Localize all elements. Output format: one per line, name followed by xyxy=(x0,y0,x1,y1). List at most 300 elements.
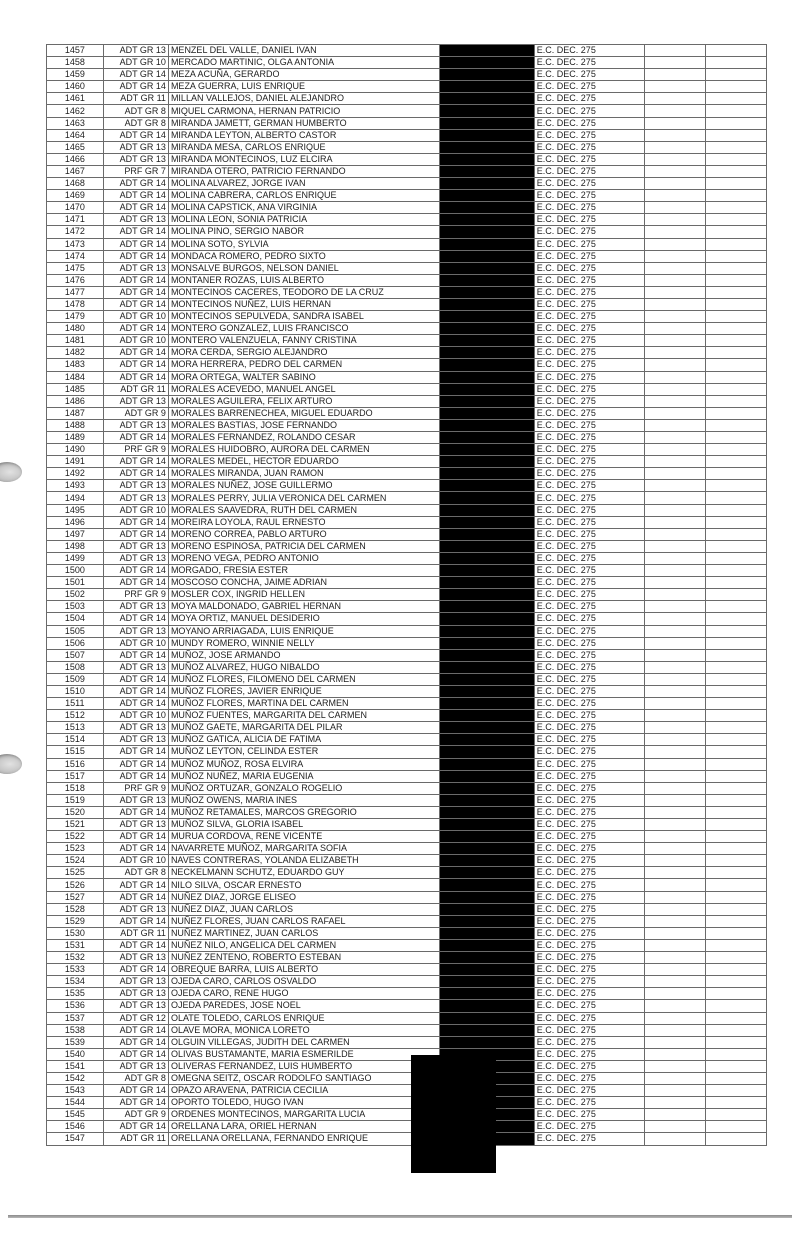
name-cell: MOLINA SOTO, SYLVIA xyxy=(168,238,439,250)
row-number: 1540 xyxy=(47,1048,104,1060)
table-row xyxy=(47,250,767,262)
name-cell: MUÑOZ SILVA, GLORIA ISABEL xyxy=(168,819,439,831)
status-cell: E.C. DEC. 275 xyxy=(534,685,644,697)
name-cell: MUÑOZ LEYTON, CELINDA ESTER xyxy=(168,746,439,758)
grade-cell: ADT GR 13 xyxy=(103,976,168,988)
status-cell: E.C. DEC. 275 xyxy=(534,359,644,371)
name-cell: MORALES MEDEL, HECTOR EDUARDO xyxy=(168,456,439,468)
name-cell: MUÑOZ MUÑOZ, ROSA ELVIRA xyxy=(168,758,439,770)
name-cell: MORGADO, FRESIA ESTER xyxy=(168,565,439,577)
row-number: 1541 xyxy=(47,1060,104,1072)
empty-cell xyxy=(705,939,766,951)
row-number: 1521 xyxy=(47,819,104,831)
table-row xyxy=(47,419,767,431)
empty-cell xyxy=(644,770,705,782)
table-row xyxy=(47,843,767,855)
status-cell: E.C. DEC. 275 xyxy=(534,1109,644,1121)
name-cell: MORALES BARRENECHEA, MIGUEL EDUARDO xyxy=(168,407,439,419)
empty-cell xyxy=(644,758,705,770)
status-cell: E.C. DEC. 275 xyxy=(534,129,644,141)
grade-cell: ADT GR 14 xyxy=(103,1121,168,1133)
empty-cell xyxy=(644,238,705,250)
grade-cell: ADT GR 14 xyxy=(103,1036,168,1048)
empty-cell xyxy=(644,819,705,831)
name-cell: MONTERO VALENZUELA, FANNY CRISTINA xyxy=(168,335,439,347)
empty-cell xyxy=(705,1036,766,1048)
empty-cell xyxy=(705,141,766,153)
grade-cell: ADT GR 14 xyxy=(103,516,168,528)
redacted-cell xyxy=(439,625,534,637)
name-cell: MOLINA CABRERA, CARLOS ENRIQUE xyxy=(168,190,439,202)
grade-cell: ADT GR 13 xyxy=(103,625,168,637)
name-cell: NUÑEZ MARTINEZ, JUAN CARLOS xyxy=(168,927,439,939)
empty-cell xyxy=(644,746,705,758)
empty-cell xyxy=(644,504,705,516)
row-number: 1506 xyxy=(47,637,104,649)
status-cell: E.C. DEC. 275 xyxy=(534,540,644,552)
redacted-cell xyxy=(439,589,534,601)
redacted-cell xyxy=(439,202,534,214)
grade-cell: PRF GR 9 xyxy=(103,444,168,456)
empty-cell xyxy=(644,274,705,286)
table-row xyxy=(47,262,767,274)
name-cell: MUÑOZ FLORES, JAVIER ENRIQUE xyxy=(168,685,439,697)
empty-cell xyxy=(705,165,766,177)
row-number: 1529 xyxy=(47,915,104,927)
table-row xyxy=(47,178,767,190)
empty-cell xyxy=(705,1085,766,1097)
grade-cell: ADT GR 14 xyxy=(103,613,168,625)
redacted-cell xyxy=(439,178,534,190)
name-cell: MIRANDA LEYTON, ALBERTO CASTOR xyxy=(168,129,439,141)
table-row xyxy=(47,323,767,335)
empty-cell xyxy=(705,746,766,758)
status-cell: E.C. DEC. 275 xyxy=(534,165,644,177)
empty-cell xyxy=(705,867,766,879)
table-row xyxy=(47,444,767,456)
name-cell: MOSCOSO CONCHA, JAIME ADRIAN xyxy=(168,577,439,589)
grade-cell: ADT GR 8 xyxy=(103,1072,168,1084)
empty-cell xyxy=(705,298,766,310)
empty-cell xyxy=(705,1060,766,1072)
name-cell: MUÑOZ GATICA, ALICIA DE FATIMA xyxy=(168,734,439,746)
empty-cell xyxy=(644,57,705,69)
row-number: 1494 xyxy=(47,492,104,504)
name-cell: MORALES FERNANDEZ, ROLANDO CESAR xyxy=(168,432,439,444)
row-number: 1509 xyxy=(47,673,104,685)
status-cell: E.C. DEC. 275 xyxy=(534,1000,644,1012)
redacted-cell xyxy=(439,359,534,371)
empty-cell xyxy=(644,806,705,818)
table-row xyxy=(47,311,767,323)
row-number: 1531 xyxy=(47,939,104,951)
empty-cell xyxy=(644,202,705,214)
empty-cell xyxy=(644,1024,705,1036)
table-row xyxy=(47,81,767,93)
row-number: 1510 xyxy=(47,685,104,697)
redacted-cell xyxy=(439,492,534,504)
table-row xyxy=(47,613,767,625)
grade-cell: ADT GR 14 xyxy=(103,770,168,782)
grade-cell: ADT GR 13 xyxy=(103,552,168,564)
status-cell: E.C. DEC. 275 xyxy=(534,565,644,577)
redacted-cell xyxy=(439,649,534,661)
redacted-cell xyxy=(439,214,534,226)
empty-cell xyxy=(644,964,705,976)
empty-cell xyxy=(705,395,766,407)
grade-cell: ADT GR 14 xyxy=(103,1085,168,1097)
grade-cell: ADT GR 13 xyxy=(103,214,168,226)
redacted-cell xyxy=(439,298,534,310)
empty-cell xyxy=(705,625,766,637)
name-cell: NILO SILVA, OSCAR ERNESTO xyxy=(168,879,439,891)
table-row xyxy=(47,141,767,153)
row-number: 1478 xyxy=(47,298,104,310)
empty-cell xyxy=(644,456,705,468)
empty-cell xyxy=(644,891,705,903)
table-row xyxy=(47,57,767,69)
grade-cell: ADT GR 10 xyxy=(103,57,168,69)
empty-cell xyxy=(705,57,766,69)
empty-cell xyxy=(705,153,766,165)
row-number: 1534 xyxy=(47,976,104,988)
punch-hole xyxy=(0,462,22,482)
table-row xyxy=(47,649,767,661)
status-cell: E.C. DEC. 275 xyxy=(534,214,644,226)
table-row xyxy=(47,637,767,649)
status-cell: E.C. DEC. 275 xyxy=(534,649,644,661)
empty-cell xyxy=(705,1048,766,1060)
table-row xyxy=(47,867,767,879)
table-row xyxy=(47,758,767,770)
name-cell: MUÑOZ NUÑEZ, MARIA EUGENIA xyxy=(168,770,439,782)
redacted-cell xyxy=(439,395,534,407)
status-cell: E.C. DEC. 275 xyxy=(534,976,644,988)
name-cell: NUÑEZ NILO, ANGELICA DEL CARMEN xyxy=(168,939,439,951)
grade-cell: ADT GR 14 xyxy=(103,746,168,758)
redacted-cell xyxy=(439,734,534,746)
empty-cell xyxy=(644,589,705,601)
redacted-cell xyxy=(439,141,534,153)
empty-cell xyxy=(644,395,705,407)
empty-cell xyxy=(644,1012,705,1024)
empty-cell xyxy=(705,407,766,419)
empty-cell xyxy=(705,843,766,855)
status-cell: E.C. DEC. 275 xyxy=(534,226,644,238)
name-cell: OLATE TOLEDO, CARLOS ENRIQUE xyxy=(168,1012,439,1024)
table-row xyxy=(47,492,767,504)
grade-cell: ADT GR 13 xyxy=(103,540,168,552)
status-cell: E.C. DEC. 275 xyxy=(534,262,644,274)
grade-cell: ADT GR 8 xyxy=(103,105,168,117)
empty-cell xyxy=(705,1012,766,1024)
table-row xyxy=(47,504,767,516)
empty-cell xyxy=(644,347,705,359)
row-number: 1538 xyxy=(47,1024,104,1036)
table-row xyxy=(47,1121,767,1133)
empty-cell xyxy=(644,419,705,431)
row-number: 1488 xyxy=(47,419,104,431)
name-cell: MORALES HUIDOBRO, AURORA DEL CARMEN xyxy=(168,444,439,456)
empty-cell xyxy=(705,722,766,734)
name-cell: MORA HERRERA, PEDRO DEL CARMEN xyxy=(168,359,439,371)
table-row xyxy=(47,274,767,286)
table-row xyxy=(47,770,767,782)
name-cell: MORENO ESPINOSA, PATRICIA DEL CARMEN xyxy=(168,540,439,552)
row-number: 1517 xyxy=(47,770,104,782)
table-row xyxy=(47,480,767,492)
row-number: 1489 xyxy=(47,432,104,444)
row-number: 1493 xyxy=(47,480,104,492)
empty-cell xyxy=(644,1085,705,1097)
grade-cell: ADT GR 14 xyxy=(103,298,168,310)
table-row xyxy=(47,1085,767,1097)
redacted-cell xyxy=(439,976,534,988)
name-cell: MONTECINOS CACERES, TEODORO DE LA CRUZ xyxy=(168,286,439,298)
empty-cell xyxy=(644,1048,705,1060)
empty-cell xyxy=(705,976,766,988)
status-cell: E.C. DEC. 275 xyxy=(534,117,644,129)
row-number: 1525 xyxy=(47,867,104,879)
empty-cell xyxy=(644,1097,705,1109)
table-row xyxy=(47,891,767,903)
status-cell: E.C. DEC. 275 xyxy=(534,468,644,480)
empty-cell xyxy=(644,927,705,939)
table-row xyxy=(47,806,767,818)
name-cell: MONDACA ROMERO, PEDRO SIXTO xyxy=(168,250,439,262)
table-row xyxy=(47,516,767,528)
row-number: 1513 xyxy=(47,722,104,734)
redacted-cell xyxy=(439,903,534,915)
row-number: 1486 xyxy=(47,395,104,407)
empty-cell xyxy=(644,855,705,867)
empty-cell xyxy=(705,1024,766,1036)
empty-cell xyxy=(644,69,705,81)
table-row xyxy=(47,407,767,419)
status-cell: E.C. DEC. 275 xyxy=(534,1060,644,1072)
row-number: 1472 xyxy=(47,226,104,238)
table-row xyxy=(47,335,767,347)
empty-cell xyxy=(644,323,705,335)
table-row xyxy=(47,395,767,407)
redacted-cell xyxy=(439,528,534,540)
name-cell: MONSALVE BURGOS, NELSON DANIEL xyxy=(168,262,439,274)
empty-cell xyxy=(705,637,766,649)
table-row xyxy=(47,855,767,867)
grade-cell: ADT GR 14 xyxy=(103,673,168,685)
table-row xyxy=(47,45,767,57)
row-number: 1527 xyxy=(47,891,104,903)
grade-cell: ADT GR 10 xyxy=(103,855,168,867)
empty-cell xyxy=(644,952,705,964)
table-row xyxy=(47,1097,767,1109)
row-number: 1470 xyxy=(47,202,104,214)
redacted-cell xyxy=(439,1000,534,1012)
name-cell: ORELLANA ORELLANA, FERNANDO ENRIQUE xyxy=(168,1133,439,1145)
redacted-cell xyxy=(439,552,534,564)
empty-cell xyxy=(705,794,766,806)
status-cell: E.C. DEC. 275 xyxy=(534,298,644,310)
name-cell: MORALES ACEVEDO, MANUEL ANGEL xyxy=(168,383,439,395)
grade-cell: ADT GR 8 xyxy=(103,117,168,129)
table-row xyxy=(47,153,767,165)
row-number: 1479 xyxy=(47,311,104,323)
name-cell: MOLINA PINO, SERGIO NABOR xyxy=(168,226,439,238)
row-number: 1500 xyxy=(47,565,104,577)
redacted-cell xyxy=(439,1012,534,1024)
grade-cell: ADT GR 13 xyxy=(103,601,168,613)
redacted-cell xyxy=(439,407,534,419)
name-cell: OPAZO ARAVENA, PATRICIA CECILIA xyxy=(168,1085,439,1097)
redacted-cell xyxy=(439,190,534,202)
redacted-cell xyxy=(439,673,534,685)
row-number: 1503 xyxy=(47,601,104,613)
name-cell: MOREIRA LOYOLA, RAUL ERNESTO xyxy=(168,516,439,528)
grade-cell: ADT GR 14 xyxy=(103,915,168,927)
empty-cell xyxy=(644,843,705,855)
status-cell: E.C. DEC. 275 xyxy=(534,577,644,589)
empty-cell xyxy=(644,673,705,685)
table-row xyxy=(47,383,767,395)
page-bottom-rule xyxy=(8,1215,792,1218)
table-row xyxy=(47,226,767,238)
empty-cell xyxy=(705,286,766,298)
name-cell: MUÑOZ GAETE, MARGARITA DEL PILAR xyxy=(168,722,439,734)
grade-cell: ADT GR 10 xyxy=(103,504,168,516)
name-cell: OLGUIN VILLEGAS, JUDITH DEL CARMEN xyxy=(168,1036,439,1048)
empty-cell xyxy=(644,915,705,927)
empty-cell xyxy=(705,661,766,673)
empty-cell xyxy=(705,468,766,480)
name-cell: MORENO VEGA, PEDRO ANTONIO xyxy=(168,552,439,564)
grade-cell: ADT GR 14 xyxy=(103,202,168,214)
status-cell: E.C. DEC. 275 xyxy=(534,625,644,637)
grade-cell: ADT GR 13 xyxy=(103,1060,168,1072)
status-cell: E.C. DEC. 275 xyxy=(534,601,644,613)
name-cell: NUÑEZ DIAZ, JORGE ELISEO xyxy=(168,891,439,903)
redacted-cell xyxy=(439,371,534,383)
status-cell: E.C. DEC. 275 xyxy=(534,891,644,903)
empty-cell xyxy=(644,867,705,879)
table-row xyxy=(47,129,767,141)
empty-cell xyxy=(705,770,766,782)
empty-cell xyxy=(705,698,766,710)
name-cell: NAVES CONTRERAS, YOLANDA ELIZABETH xyxy=(168,855,439,867)
empty-cell xyxy=(705,552,766,564)
name-cell: MOYANO ARRIAGADA, LUIS ENRIQUE xyxy=(168,625,439,637)
empty-cell xyxy=(644,601,705,613)
grade-cell: ADT GR 14 xyxy=(103,178,168,190)
redacted-cell xyxy=(439,540,534,552)
name-cell: MIRANDA JAMETT, GERMAN HUMBERTO xyxy=(168,117,439,129)
redacted-cell xyxy=(439,516,534,528)
empty-cell xyxy=(644,262,705,274)
redacted-cell xyxy=(439,57,534,69)
status-cell: E.C. DEC. 275 xyxy=(534,335,644,347)
empty-cell xyxy=(705,335,766,347)
status-cell: E.C. DEC. 275 xyxy=(534,407,644,419)
empty-cell xyxy=(705,274,766,286)
name-cell: OLIVERAS FERNANDEZ, LUIS HUMBERTO xyxy=(168,1060,439,1072)
empty-cell xyxy=(705,81,766,93)
empty-cell xyxy=(705,117,766,129)
row-number: 1522 xyxy=(47,831,104,843)
empty-cell xyxy=(644,903,705,915)
empty-cell xyxy=(644,939,705,951)
grade-cell: ADT GR 14 xyxy=(103,347,168,359)
status-cell: E.C. DEC. 275 xyxy=(534,202,644,214)
empty-cell xyxy=(705,456,766,468)
name-cell: MILLAN VALLEJOS, DANIEL ALEJANDRO xyxy=(168,93,439,105)
name-cell: MORALES SAAVEDRA, RUTH DEL CARMEN xyxy=(168,504,439,516)
redacted-cell xyxy=(439,468,534,480)
status-cell: E.C. DEC. 275 xyxy=(534,927,644,939)
row-number: 1516 xyxy=(47,758,104,770)
redacted-cell xyxy=(439,69,534,81)
row-number: 1483 xyxy=(47,359,104,371)
row-number: 1519 xyxy=(47,794,104,806)
name-cell: MONTERO GONZALEZ, LUIS FRANCISCO xyxy=(168,323,439,335)
name-cell: MUÑOZ FUENTES, MARGARITA DEL CARMEN xyxy=(168,710,439,722)
table-row xyxy=(47,359,767,371)
name-cell: MUÑOZ ALVAREZ, HUGO NIBALDO xyxy=(168,661,439,673)
table-row xyxy=(47,1024,767,1036)
empty-cell xyxy=(705,444,766,456)
row-number: 1463 xyxy=(47,117,104,129)
row-number: 1466 xyxy=(47,153,104,165)
row-number: 1458 xyxy=(47,57,104,69)
name-cell: MUÑOZ FLORES, FILOMENO DEL CARMEN xyxy=(168,673,439,685)
table-row xyxy=(47,577,767,589)
grade-cell: ADT GR 14 xyxy=(103,250,168,262)
row-number: 1518 xyxy=(47,782,104,794)
empty-cell xyxy=(644,1036,705,1048)
table-row xyxy=(47,589,767,601)
empty-cell xyxy=(705,214,766,226)
redacted-cell xyxy=(439,661,534,673)
row-number: 1514 xyxy=(47,734,104,746)
empty-cell xyxy=(705,1109,766,1121)
empty-cell xyxy=(705,855,766,867)
table-row xyxy=(47,238,767,250)
empty-cell xyxy=(644,782,705,794)
status-cell: E.C. DEC. 275 xyxy=(534,710,644,722)
empty-cell xyxy=(644,81,705,93)
empty-cell xyxy=(705,540,766,552)
status-cell: E.C. DEC. 275 xyxy=(534,722,644,734)
status-cell: E.C. DEC. 275 xyxy=(534,589,644,601)
redacted-cell xyxy=(439,335,534,347)
table-row xyxy=(47,528,767,540)
punch-hole xyxy=(0,754,22,774)
empty-cell xyxy=(705,480,766,492)
redacted-cell xyxy=(439,238,534,250)
row-number: 1544 xyxy=(47,1097,104,1109)
redacted-cell xyxy=(439,1036,534,1048)
name-cell: MONTECINOS SEPULVEDA, SANDRA ISABEL xyxy=(168,311,439,323)
table-row xyxy=(47,710,767,722)
table-row xyxy=(47,286,767,298)
name-cell: MORA ORTEGA, WALTER SABINO xyxy=(168,371,439,383)
status-cell: E.C. DEC. 275 xyxy=(534,794,644,806)
grade-cell: ADT GR 14 xyxy=(103,286,168,298)
status-cell: E.C. DEC. 275 xyxy=(534,831,644,843)
status-cell: E.C. DEC. 275 xyxy=(534,698,644,710)
table-row xyxy=(47,190,767,202)
grade-cell: ADT GR 14 xyxy=(103,432,168,444)
grade-cell: ADT GR 10 xyxy=(103,637,168,649)
grade-cell: ADT GR 13 xyxy=(103,661,168,673)
